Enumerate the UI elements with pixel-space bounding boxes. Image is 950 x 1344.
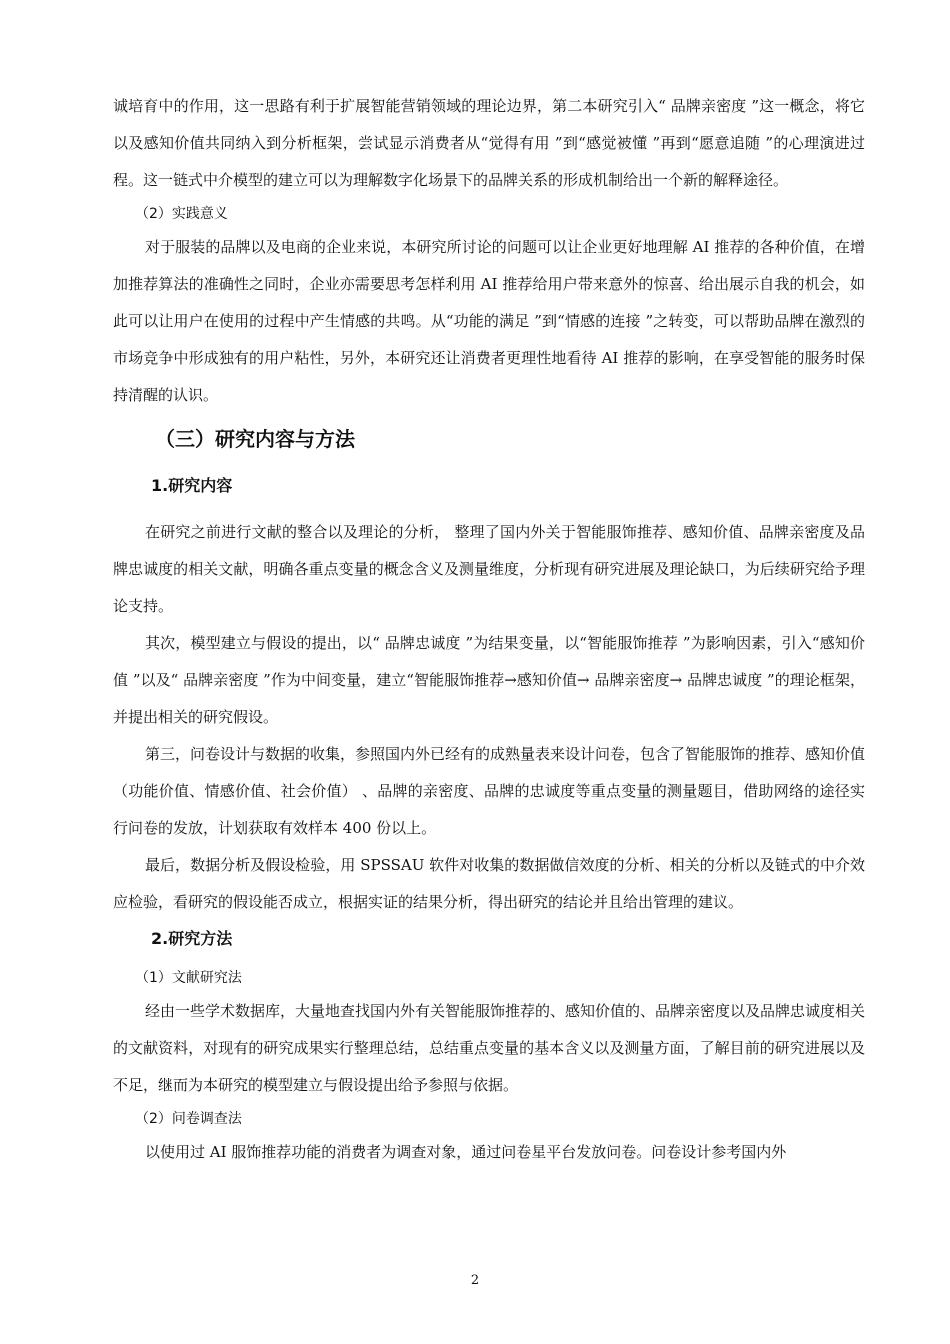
subheading-literature-research: （1）文献研究法	[135, 970, 242, 986]
paragraph-literature-integration: 在研究之前进行文献的整合以及理论的分析， 整理了国内外关于智能服饰推荐、感知价值、品牌亲密度及品牌忠诚度的相关文献，明确各重点变量的概念含义及测量维度，分析现有研究进展及理论缺口，为后续研究给予理论支持。	[113, 523, 865, 615]
paragraph-questionnaire-survey: 以使用过 AI 服饰推荐功能的消费者为调查对象，通过问卷星平台发放问卷。问卷设计参考国内外	[145, 1143, 787, 1161]
paragraph-theory-continued: 诚培育中的作用，这一思路有利于扩展智能营销领域的理论边界，第二本研究引入“ 品牌亲密度 ”这一概念，将它以及感知价值共同纳入到分析框架，尝试显示消费者从“觉得有用 ”到“感觉被懂 ”再到“愿意追随 ”的心理演进过程。这一链式中介模型的建立可以为理解数字化场景下的品牌关系的形成机制给出一个新的解释途径。	[113, 97, 865, 189]
paragraph-data-analysis: 最后，数据分析及假设检验，用 SPSSAU 软件对收集的数据做信效度的分析、相关的分析以及链式的中介效应检验，看研究的假设能否成立，根据实证的结果分析，得出研究的结论并且给出管理的建议。	[113, 856, 865, 911]
heading-research-methods: 2.研究方法	[151, 929, 233, 948]
paragraph-questionnaire-design: 第三，问卷设计与数据的收集，参照国内外已经有的成熟量表来设计问卷，包含了智能服饰的推荐、感知价值（功能价值、情感价值、社会价值） 、品牌的亲密度、品牌的忠诚度等重点变量的测量题目，借助网络的途径实行问卷的发放，计划获取有效样本 400 份以上。	[113, 745, 866, 837]
section-title-research-content-methods: （三）研究内容与方法	[155, 427, 355, 451]
subheading-questionnaire-survey: （2）问卷调查法	[135, 1111, 242, 1127]
paragraph-model-hypothesis: 其次，模型建立与假设的提出，以“ 品牌忠诚度 ”为结果变量，以“智能服饰推荐 ”为影响因素，引入“感知价值 ”以及“ 品牌亲密度 ”作为中间变量，建立“智能服饰推荐→感知价值→ 品牌亲密度→ 品牌忠诚度 ”的理论框架，并提出相关的研究假设。	[113, 634, 865, 726]
paragraph-practical-significance: 对于服装的品牌以及电商的企业来说，本研究所讨论的问题可以让企业更好地理解 AI 推荐的各种价值，在增加推荐算法的准确性之同时，企业亦需要思考怎样利用 AI 推荐给用户带来意外的惊喜、给出展示自我的机会，如此可以让用户在使用的过程中产生情感的共鸣。从“功能的满足 ”到“情感的连接 ”之转变，可以帮助品牌在激烈的市场竞争中形成独有的用户粘性，另外，本研究还让消费者更理性地看待 AI 推荐的影响，在享受智能的服务时保持清醒的认识。	[113, 238, 865, 404]
page-content	[113, 88, 865, 1171]
heading-research-content: 1.研究内容	[151, 476, 233, 495]
paragraph-literature-research: 经由一些学术数据库，大量地查找国内外有关智能服饰推荐的、感知价值的、品牌亲密度以及品牌忠诚度相关的文献资料，对现有的研究成果实行整理总结，总结重点变量的基本含义以及测量方面，了解目前的研究进展以及不足，继而为本研究的模型建立与假设提出给予参照与依据。	[113, 1002, 866, 1094]
subheading-practical-significance: （2）实践意义	[135, 206, 228, 222]
page-number: 2	[470, 1273, 480, 1288]
